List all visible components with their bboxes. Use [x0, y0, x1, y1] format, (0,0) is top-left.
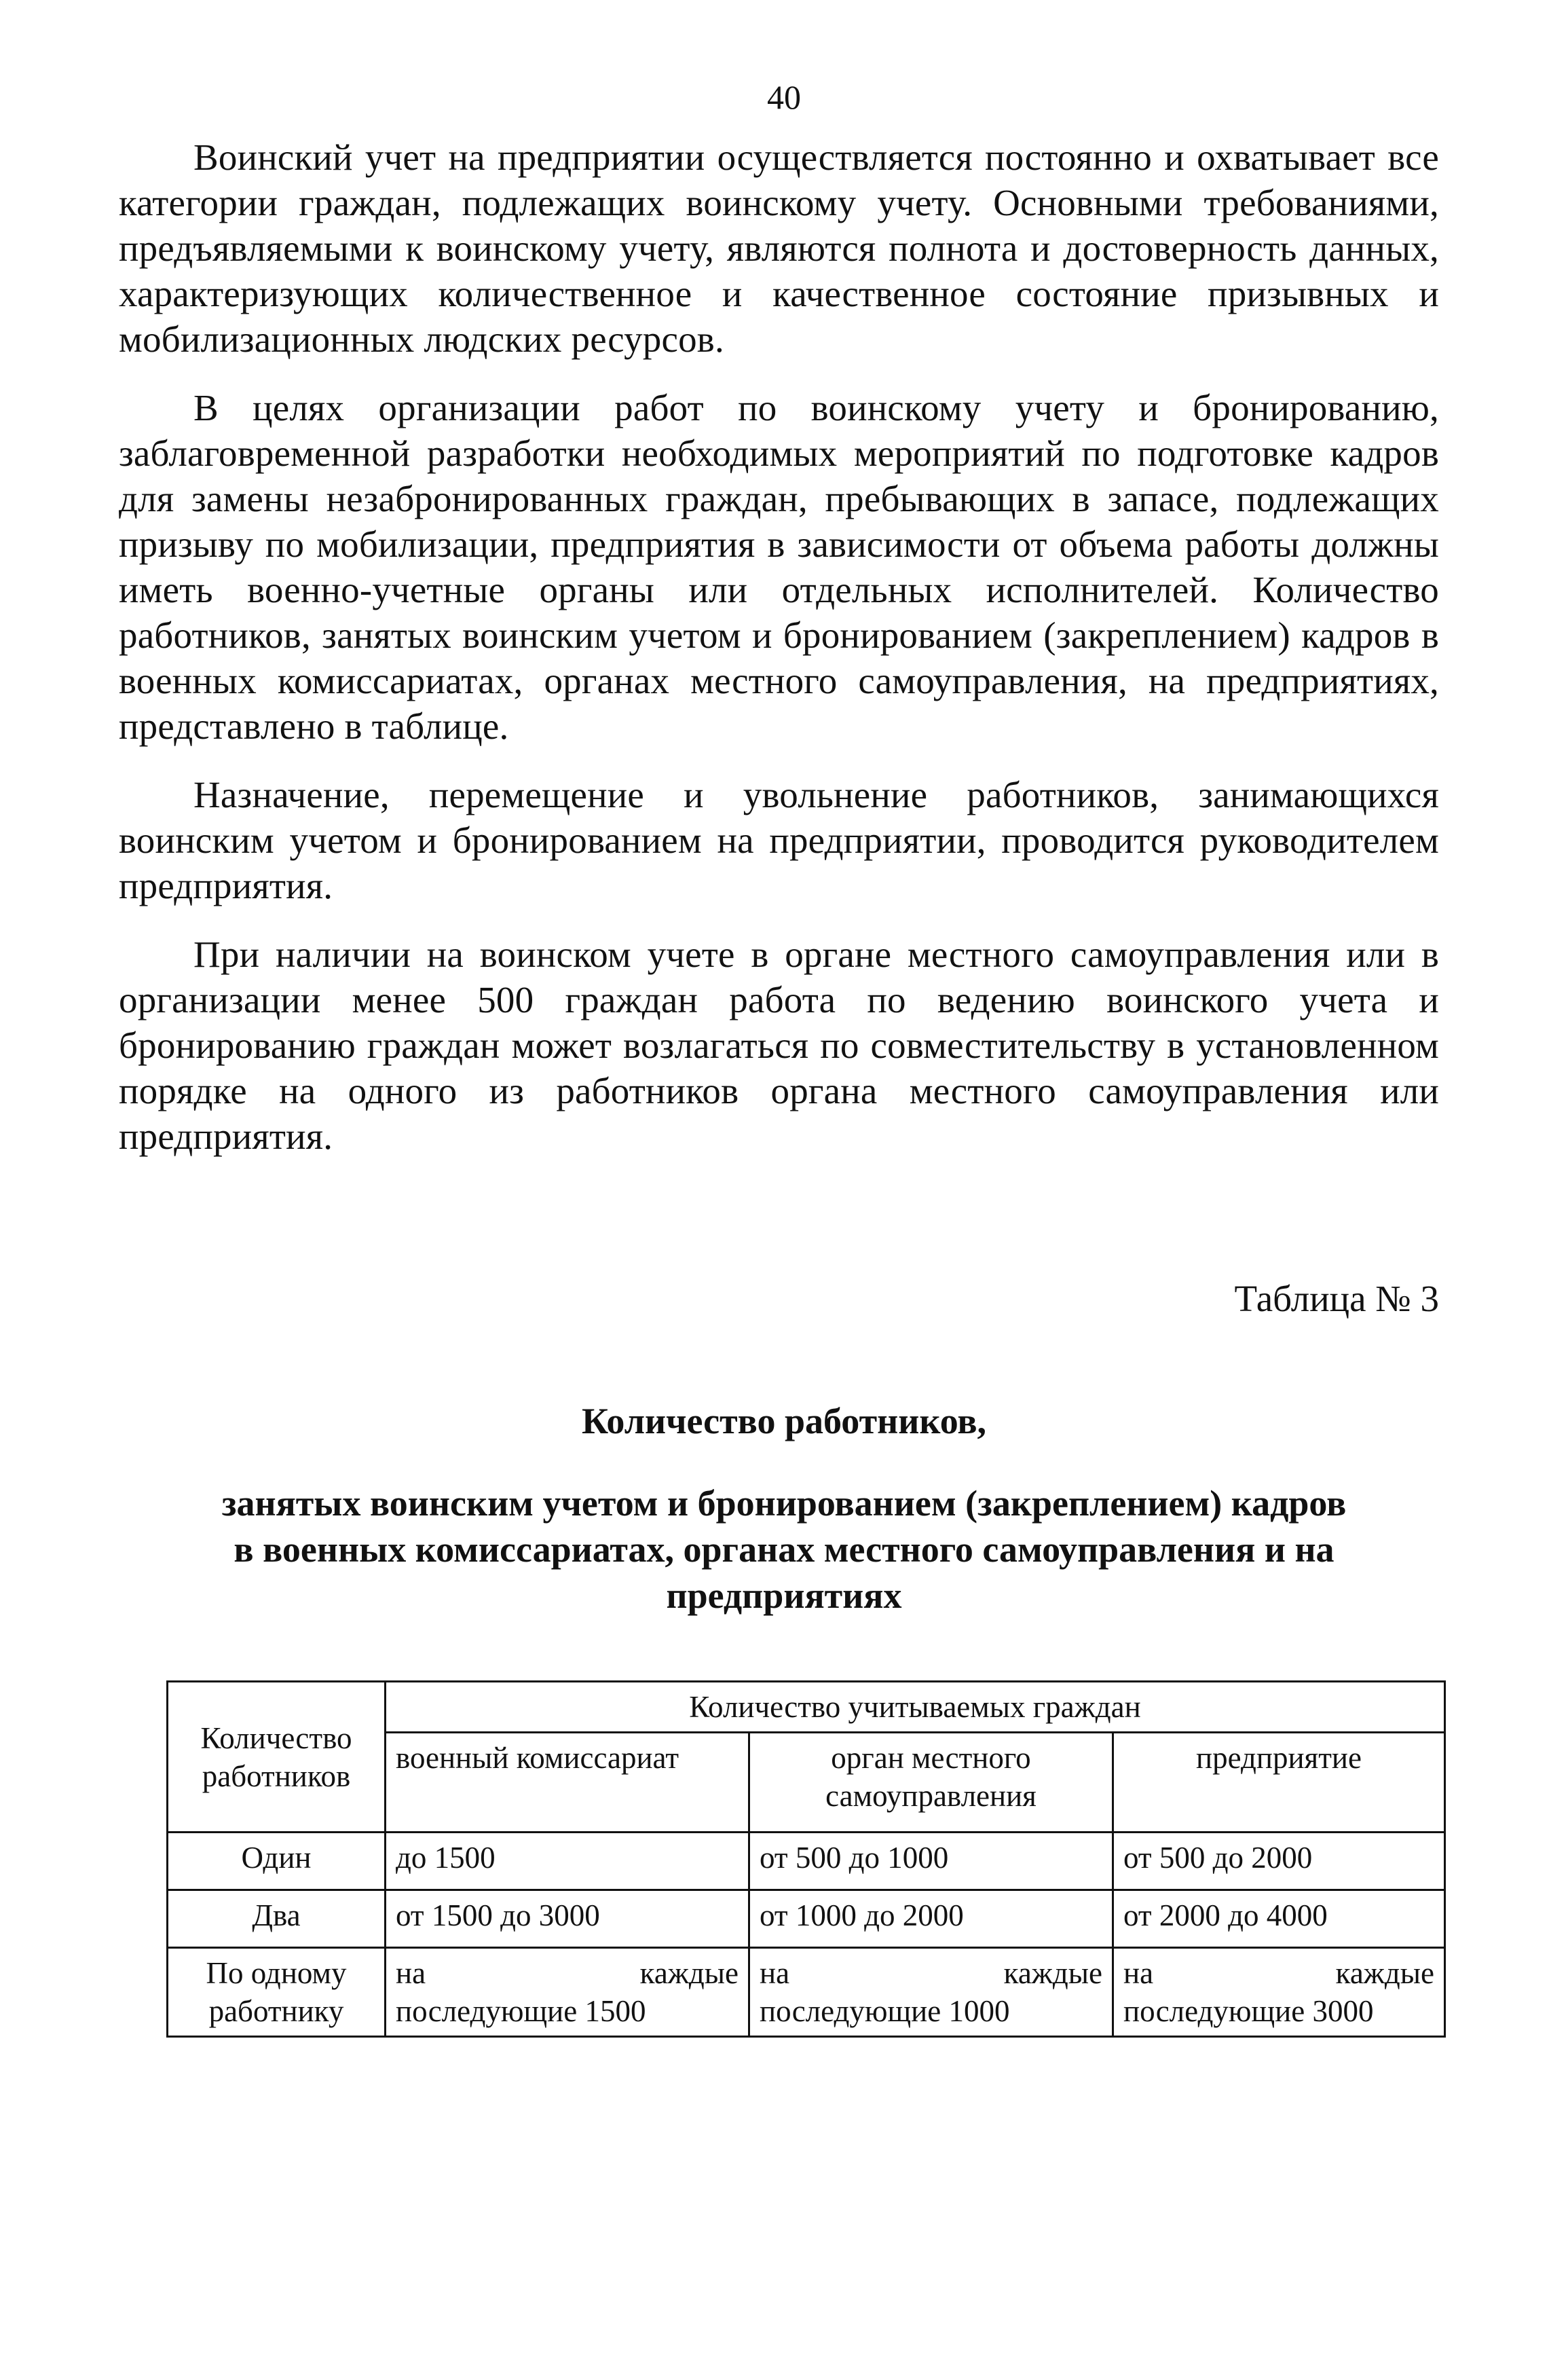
table-row: [168, 1890, 1445, 1948]
cell-word: на: [1123, 1956, 1154, 1990]
table-title-main: Количество работников,: [581, 1401, 987, 1441]
table-title: [149, 1399, 1419, 1619]
table-label: Таблица № 3: [1234, 1278, 1439, 1319]
cell-military: до 1500: [386, 1833, 749, 1890]
cell-local: [749, 1948, 1113, 2037]
cell-word: на: [396, 1956, 426, 1990]
cell-word: каждые: [1335, 1956, 1434, 1990]
row-label-line: По одному: [206, 1956, 347, 1990]
header-workers-count: [168, 1682, 386, 1833]
staff-table: [166, 1680, 1446, 2038]
paragraph: При наличии на воинском учете в органе местного самоуправления или в организации менее 500 граждан работа по ведению воинского учета и бронированию граждан может возлагаться по совместительству в установленном порядке на одного из работников органа местного самоуправления или предприятия.: [119, 934, 1439, 1157]
table-row: [168, 1833, 1445, 1890]
paragraph: В целях организации работ по воинскому учету и бронированию, заблаговременной разработки необходимых мероприятий по подготовке кадров для замены незабронированных граждан, пребывающих в запасе, подлежащих призыву по мобилизации, предприятия в зависимости от объема работы должны иметь военно-учетные органы или отдельных исполнителей. Количество работников, занятых воинским учетом и бронированием (закреплением) кадров в военных комиссариатах, органах местного самоуправления, на предприятиях, представлено в таблице.: [119, 387, 1439, 747]
paragraph: Воинский учет на предприятии осуществляется постоянно и охватывает все категории граждан, подлежащих воинскому учету. Основными требованиями, предъявляемыми к воинскому учету, являются полнота и достоверность данных, характеризующих количественное и качественное состояние призывных и мобилизационных людских ресурсов.: [119, 136, 1439, 360]
cell-military: [386, 1948, 749, 2037]
header-local-government: [749, 1733, 1113, 1833]
page-number: 40: [767, 78, 801, 116]
row-label: Один: [168, 1833, 386, 1890]
cell-word: каждые: [1003, 1956, 1102, 1990]
cell-line: [760, 1954, 1102, 1992]
cell-line: последующие 1500: [396, 1994, 646, 2028]
cell-local: от 500 до 1000: [749, 1833, 1113, 1890]
cell-local: от 1000 до 2000: [749, 1890, 1113, 1948]
header-local-line: самоуправления: [825, 1779, 1037, 1813]
table-row: [168, 1948, 1445, 2037]
cell-military: от 1500 до 3000: [386, 1890, 749, 1948]
cell-word: каждые: [639, 1956, 739, 1990]
cell-line: последующие 3000: [1123, 1994, 1374, 2028]
table-title-line: занятых воинским учетом и бронированием (закреплением) кадров: [221, 1483, 1347, 1524]
cell-enterprise: [1113, 1948, 1445, 2037]
body-text: [119, 134, 1439, 1182]
row-label-line: работнику: [208, 1994, 344, 2028]
header-military-commissariat: военный комиссариат: [386, 1733, 749, 1833]
cell-line: [1123, 1954, 1434, 1992]
row-label: Два: [168, 1890, 386, 1948]
header-enterprise: предприятие: [1113, 1733, 1445, 1833]
table-title-line: в военных комиссариатах, органах местного самоуправления и на: [234, 1529, 1334, 1570]
cell-word: на: [760, 1956, 790, 1990]
cell-line: [396, 1954, 739, 1992]
header-local-line: орган местного: [831, 1741, 1031, 1775]
cell-enterprise: от 2000 до 4000: [1113, 1890, 1445, 1948]
row-label: [168, 1948, 386, 2037]
table-header-row: [168, 1682, 1445, 1733]
cell-line: последующие 1000: [760, 1994, 1010, 2028]
table-title-line: предприятиях: [666, 1575, 902, 1616]
cell-enterprise: от 500 до 2000: [1113, 1833, 1445, 1890]
paragraph: Назначение, перемещение и увольнение работников, занимающихся воинским учетом и бронированием на предприятии, проводится руководителем предприятия.: [119, 774, 1439, 906]
header-group-citizens: Количество учитываемых граждан: [386, 1682, 1445, 1733]
header-workers-line: Количество: [200, 1720, 352, 1755]
header-workers-line: работников: [202, 1759, 351, 1793]
